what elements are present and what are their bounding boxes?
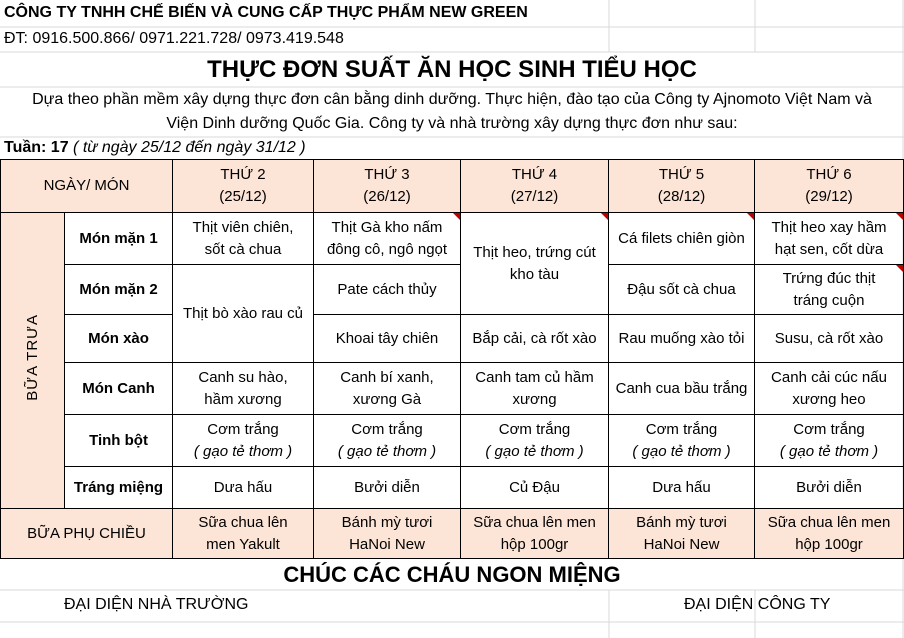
company-phone: ĐT: 0916.500.866/ 0971.221.728/ 0973.419.548 [4,30,344,47]
cell-dessert-fri: Bưởi diễn [755,467,904,509]
cell-line: xương heo [792,390,866,408]
closing-wish: CHÚC CÁC CHÁU NGON MIỆNG [283,562,621,587]
row-tinhbot [1,415,904,467]
cell-line: kho tàu [509,265,560,283]
cell-man1-thu: Cá filets chiên giòn [609,213,755,265]
cell-dessert-wed: Củ Đậu [461,467,609,509]
cell-line: hạt sen, cốt dừa [774,240,884,258]
cell-line: HaNoi New [349,535,425,553]
cell-man2-mon: Thịt bò xào rau củ [173,265,314,363]
intro-line-1: Dựa theo phần mềm xây dựng thực đơn cân bằng dinh dưỡng. Thực hiện, đào tạo của Công ty Ajnomoto Việt Nam và [32,91,872,108]
snack-label: BỮA PHỤ CHIỀU [1,509,173,559]
cell-line: ( gạo tẻ thơm ) [632,442,731,460]
cell-canh-fri [755,363,904,415]
day-name: THỨ 6 [806,166,852,183]
cell-snack-tue [314,509,461,559]
cell-line: Bánh mỳ tươi [636,513,727,531]
company-name: CÔNG TY TNHH CHẾ BIẾN VÀ CUNG CẤP THỰC PHẨM NEW GREEN [4,4,528,21]
row-label-trangmieng: Tráng miệng [65,467,173,509]
company-representative: ĐẠI DIỆN CÔNG TY [684,596,831,613]
cell-line: Canh bí xanh, [340,368,434,386]
cell-line: ( gạo tẻ thơm ) [337,442,437,460]
cell-man1-wed [461,213,609,315]
day-date: (27/12) [510,188,559,205]
cell-line: hộp 100gr [500,535,569,553]
cell-line: Cơm trắng [498,420,571,438]
cell-xao-fri: Susu, cà rốt xào [755,315,904,363]
day-date: (25/12) [219,188,267,205]
cell-line: Thịt heo xay hầm [771,218,887,236]
cell-man2-fri [755,265,904,315]
cell-line: Trứng đúc thịt [782,269,876,287]
lunch-label-cell [1,213,65,509]
menu-table [0,159,904,559]
cell-line: hộp 100gr [795,535,863,553]
cell-line: xương [512,390,557,408]
intro-line-2: Viện Dinh dưỡng Quốc Gia. Công ty và nhà trường xây dựng thực đơn như sau: [166,115,738,132]
cell-man1-mon [173,213,314,265]
cell-rice-wed [461,415,609,467]
cell-line: men Yakult [206,535,280,553]
day-name: THỨ 5 [658,166,705,183]
cell-line: Thịt heo, trứng cút [473,243,596,261]
cell-line: Sữa chua lên [198,513,288,531]
cell-canh-mon [173,363,314,415]
day-name: THỨ 3 [364,166,410,183]
cell-dessert-tue: Bưởi diễn [314,467,461,509]
cell-xao-thu: Rau muống xào tỏi [609,315,755,363]
cell-line: Cơm trắng [207,420,279,438]
cell-line: ( gạo tẻ thơm ) [485,442,584,460]
week-label: Tuần: 17 [4,139,69,156]
cell-line: Cơm trắng [645,420,718,438]
page-title: THỰC ĐƠN SUẤT ĂN HỌC SINH TIỂU HỌC [207,56,697,83]
cell-line: Cơm trắng [351,420,423,438]
cell-line: Bánh mỳ tươi [341,513,433,531]
week-info [4,139,306,157]
corner-cell: NGÀY/ MÓN [1,160,173,213]
cell-dessert-thu: Dưa hấu [609,467,755,509]
cell-line: Cơm trắng [793,420,865,438]
cell-line: xương Gà [352,390,422,408]
cell-man1-fri [755,213,904,265]
cell-rice-mon [173,415,314,467]
cell-line: Canh cải cúc nấu [771,368,887,386]
day-header-wed [461,160,609,213]
cell-line: Thịt viên chiên, [192,218,294,236]
row-label-tinhbot: Tinh bột [65,415,173,467]
cell-snack-fri [755,509,904,559]
cell-line: ( gạo tẻ thơm ) [193,442,293,460]
day-name: THỨ 4 [511,166,558,183]
cell-rice-tue [314,415,461,467]
cell-dessert-mon: Dưa hấu [173,467,314,509]
cell-rice-fri [755,415,904,467]
row-canh [1,363,904,415]
row-label-man2: Món mặn 2 [65,265,173,315]
cell-line: Sữa chua lên men [473,513,596,531]
cell-canh-tue [314,363,461,415]
cell-xao-tue: Khoai tây chiên [314,315,461,363]
cell-line: Sữa chua lên men [767,513,891,531]
cell-line: đông cô, ngô ngọt [326,240,448,258]
cell-line: tráng cuộn [793,291,865,309]
cell-snack-mon [173,509,314,559]
cell-canh-wed [461,363,609,415]
row-trangmieng [1,467,904,509]
week-range: ( từ ngày 25/12 đến ngày 31/12 ) [68,139,306,156]
cell-line: ( gạo tẻ thơm ) [779,442,879,460]
cell-line: HaNoi New [643,535,720,553]
cell-line: Canh tam củ hầm [475,368,594,386]
day-header-mon [173,160,314,213]
row-label-canh: Món Canh [65,363,173,415]
cell-rice-thu [609,415,755,467]
day-date: (26/12) [363,188,411,205]
day-header-thu [609,160,755,213]
row-man2 [1,265,904,315]
row-man1 [1,213,904,265]
day-date: (28/12) [657,188,706,205]
header-row [1,160,904,213]
cell-xao-wed: Bắp cải, cà rốt xào [461,315,609,363]
day-name: THỨ 2 [220,166,266,183]
row-label-man1: Món mặn 1 [65,213,173,265]
lunch-label: BỮA TRƯA [23,313,41,401]
row-xao [1,315,904,363]
cell-man1-tue [314,213,461,265]
day-header-tue [314,160,461,213]
cell-snack-thu [609,509,755,559]
day-header-fri [755,160,904,213]
cell-snack-wed [461,509,609,559]
row-snack [1,509,904,559]
school-representative: ĐẠI DIỆN NHÀ TRƯỜNG [64,596,249,613]
day-date: (29/12) [805,188,853,205]
cell-man2-thu: Đậu sốt cà chua [609,265,755,315]
row-label-xao: Món xào [65,315,173,363]
cell-man2-tue: Pate cách thủy [314,265,461,315]
cell-line: sốt cà chua [204,240,282,258]
cell-line: Canh su hào, [198,368,288,386]
cell-line: Thịt Gà kho nấm [331,218,443,236]
cell-line: hầm xương [204,390,282,408]
cell-canh-thu: Canh cua bầu trắng [609,363,755,415]
